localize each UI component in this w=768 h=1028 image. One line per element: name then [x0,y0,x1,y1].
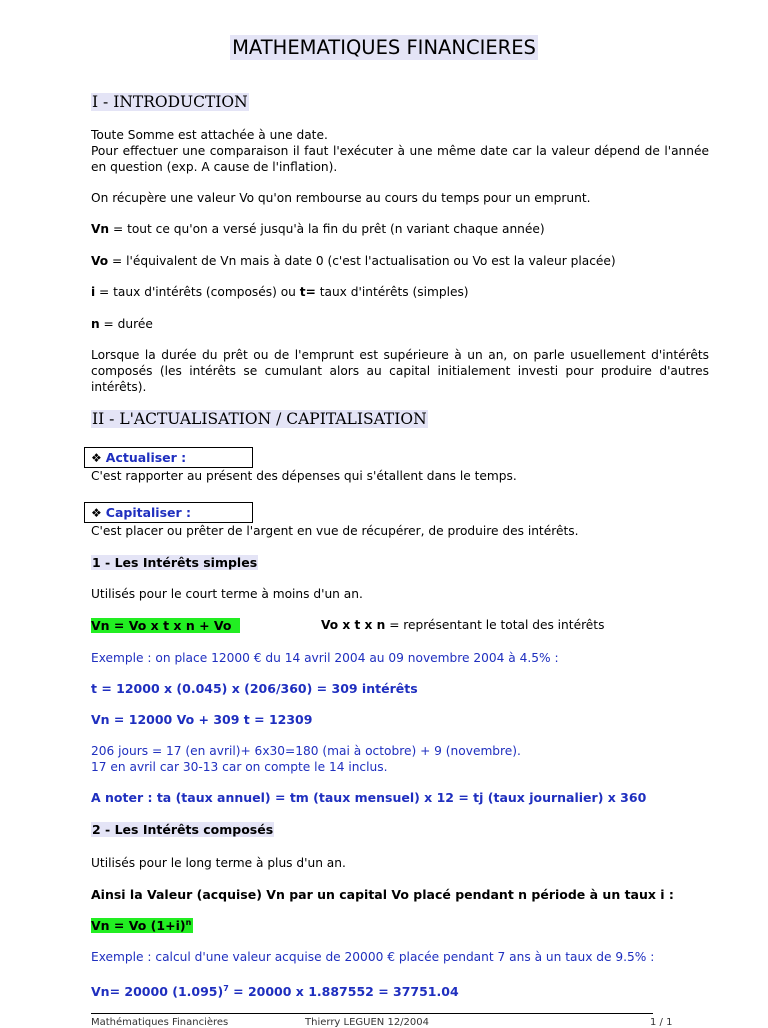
rate-note: A noter : ta (taux annuel) = tm (taux mensuel) x 12 = tj (taux journalier) x 360 [91,790,647,805]
paragraph: Pour effectuer une comparaison il faut l'exécuter à une même date car la valeur dépend de l'année en question (exp. A cause de l'inflation). [91,144,709,174]
formula-interest-total: Vo x t x n = représentant le total des intérêts [321,618,605,632]
compound-statement: Ainsi la Valeur (acquise) Vn par un capital Vo placé pendant n période à un taux i : [91,887,674,902]
definition-vn: Vn = tout ce qu'on a versé jusqu'à la fin du prêt (n variant chaque année) [91,222,545,236]
footer-divider [91,1013,653,1014]
paragraph: Lorsque la durée du prêt ou de l'emprunt est supérieure à un an, on parle usuellement d'intérêts composés (les intérêts se cumulant alors au capital initialement investi pour produire d'autres intérêts). [91,348,709,394]
term-box-capitaliser: ❖ Capitaliser : [84,502,253,523]
section-heading-introduction: I - INTRODUCTION [92,93,248,111]
paragraph: C'est rapporter au présent des dépenses qui s'étallent dans le temps. [91,469,517,483]
term-box-actualiser: ❖ Actualiser : [84,447,253,468]
bullet-diamond-icon: ❖ [91,506,102,520]
footer-middle: Thierry LEGUEN 12/2004 [305,1017,429,1028]
calc-vn: Vn = 12000 Vo + 309 t = 12309 [91,712,313,727]
formula-simple-interest: Vn = Vo x t x n + Vo [91,618,240,633]
definition-n: n = durée [91,317,153,331]
subsection-heading-simple: 1 - Les Intérêts simples [92,555,258,570]
example-simple: Exemple : on place 12000 € du 14 avril 2004 au 09 novembre 2004 à 4.5% : [91,651,559,665]
formula-compound-interest: Vn = Vo $(1+i)^n$ [91,918,192,934]
example-compound: Exemple : calcul d'une valeur acquise de 20000 € placée pendant 7 ans à un taux de 9.5% : [91,950,655,964]
paragraph: Toute Somme est attachée à une date. [91,128,328,142]
footer-right: 1 / 1 [650,1017,673,1028]
calc-interest: t = 12000 x (0.045) x (206/360) = 309 intérêts [91,681,418,696]
section-heading-actualisation: II - L'ACTUALISATION / CAPITALISATION [92,410,427,428]
bullet-diamond-icon: ❖ [91,451,102,465]
days-explanation: 206 jours = 17 (en avril)+ 6x30=180 (mai à octobre) + 9 (novembre). [91,744,521,758]
definition-vo: Vo = l'équivalent de Vn mais à date 0 (c'est l'actualisation ou Vo est la valeur placée) [91,254,616,268]
definition-rates: i = taux d'intérêts (composés) ou t= taux d'intérêts (simples) [91,285,469,299]
paragraph: C'est placer ou prêter de l'argent en vue de récupérer, de produire des intérêts. [91,524,579,538]
paragraph: Utilisés pour le long terme à plus d'un an. [91,856,346,870]
footer-left: Mathématiques Financières [91,1017,229,1028]
paragraph: Utilisés pour le court terme à moins d'un an. [91,587,363,601]
subsection-heading-compound: 2 - Les Intérêts composés [92,822,274,837]
days-explanation: 17 en avril car 30-13 car on compte le 14 inclus. [91,760,388,774]
calc-compound: Vn= 20000 $(1.095)^7 = 20000$ x 1.887552 = 37751.04 [91,984,459,1000]
paragraph: On récupère une valeur Vo qu'on rembourse au cours du temps pour un emprunt. [91,191,591,205]
page-title: MATHEMATIQUES FINANCIERES [232,36,536,59]
